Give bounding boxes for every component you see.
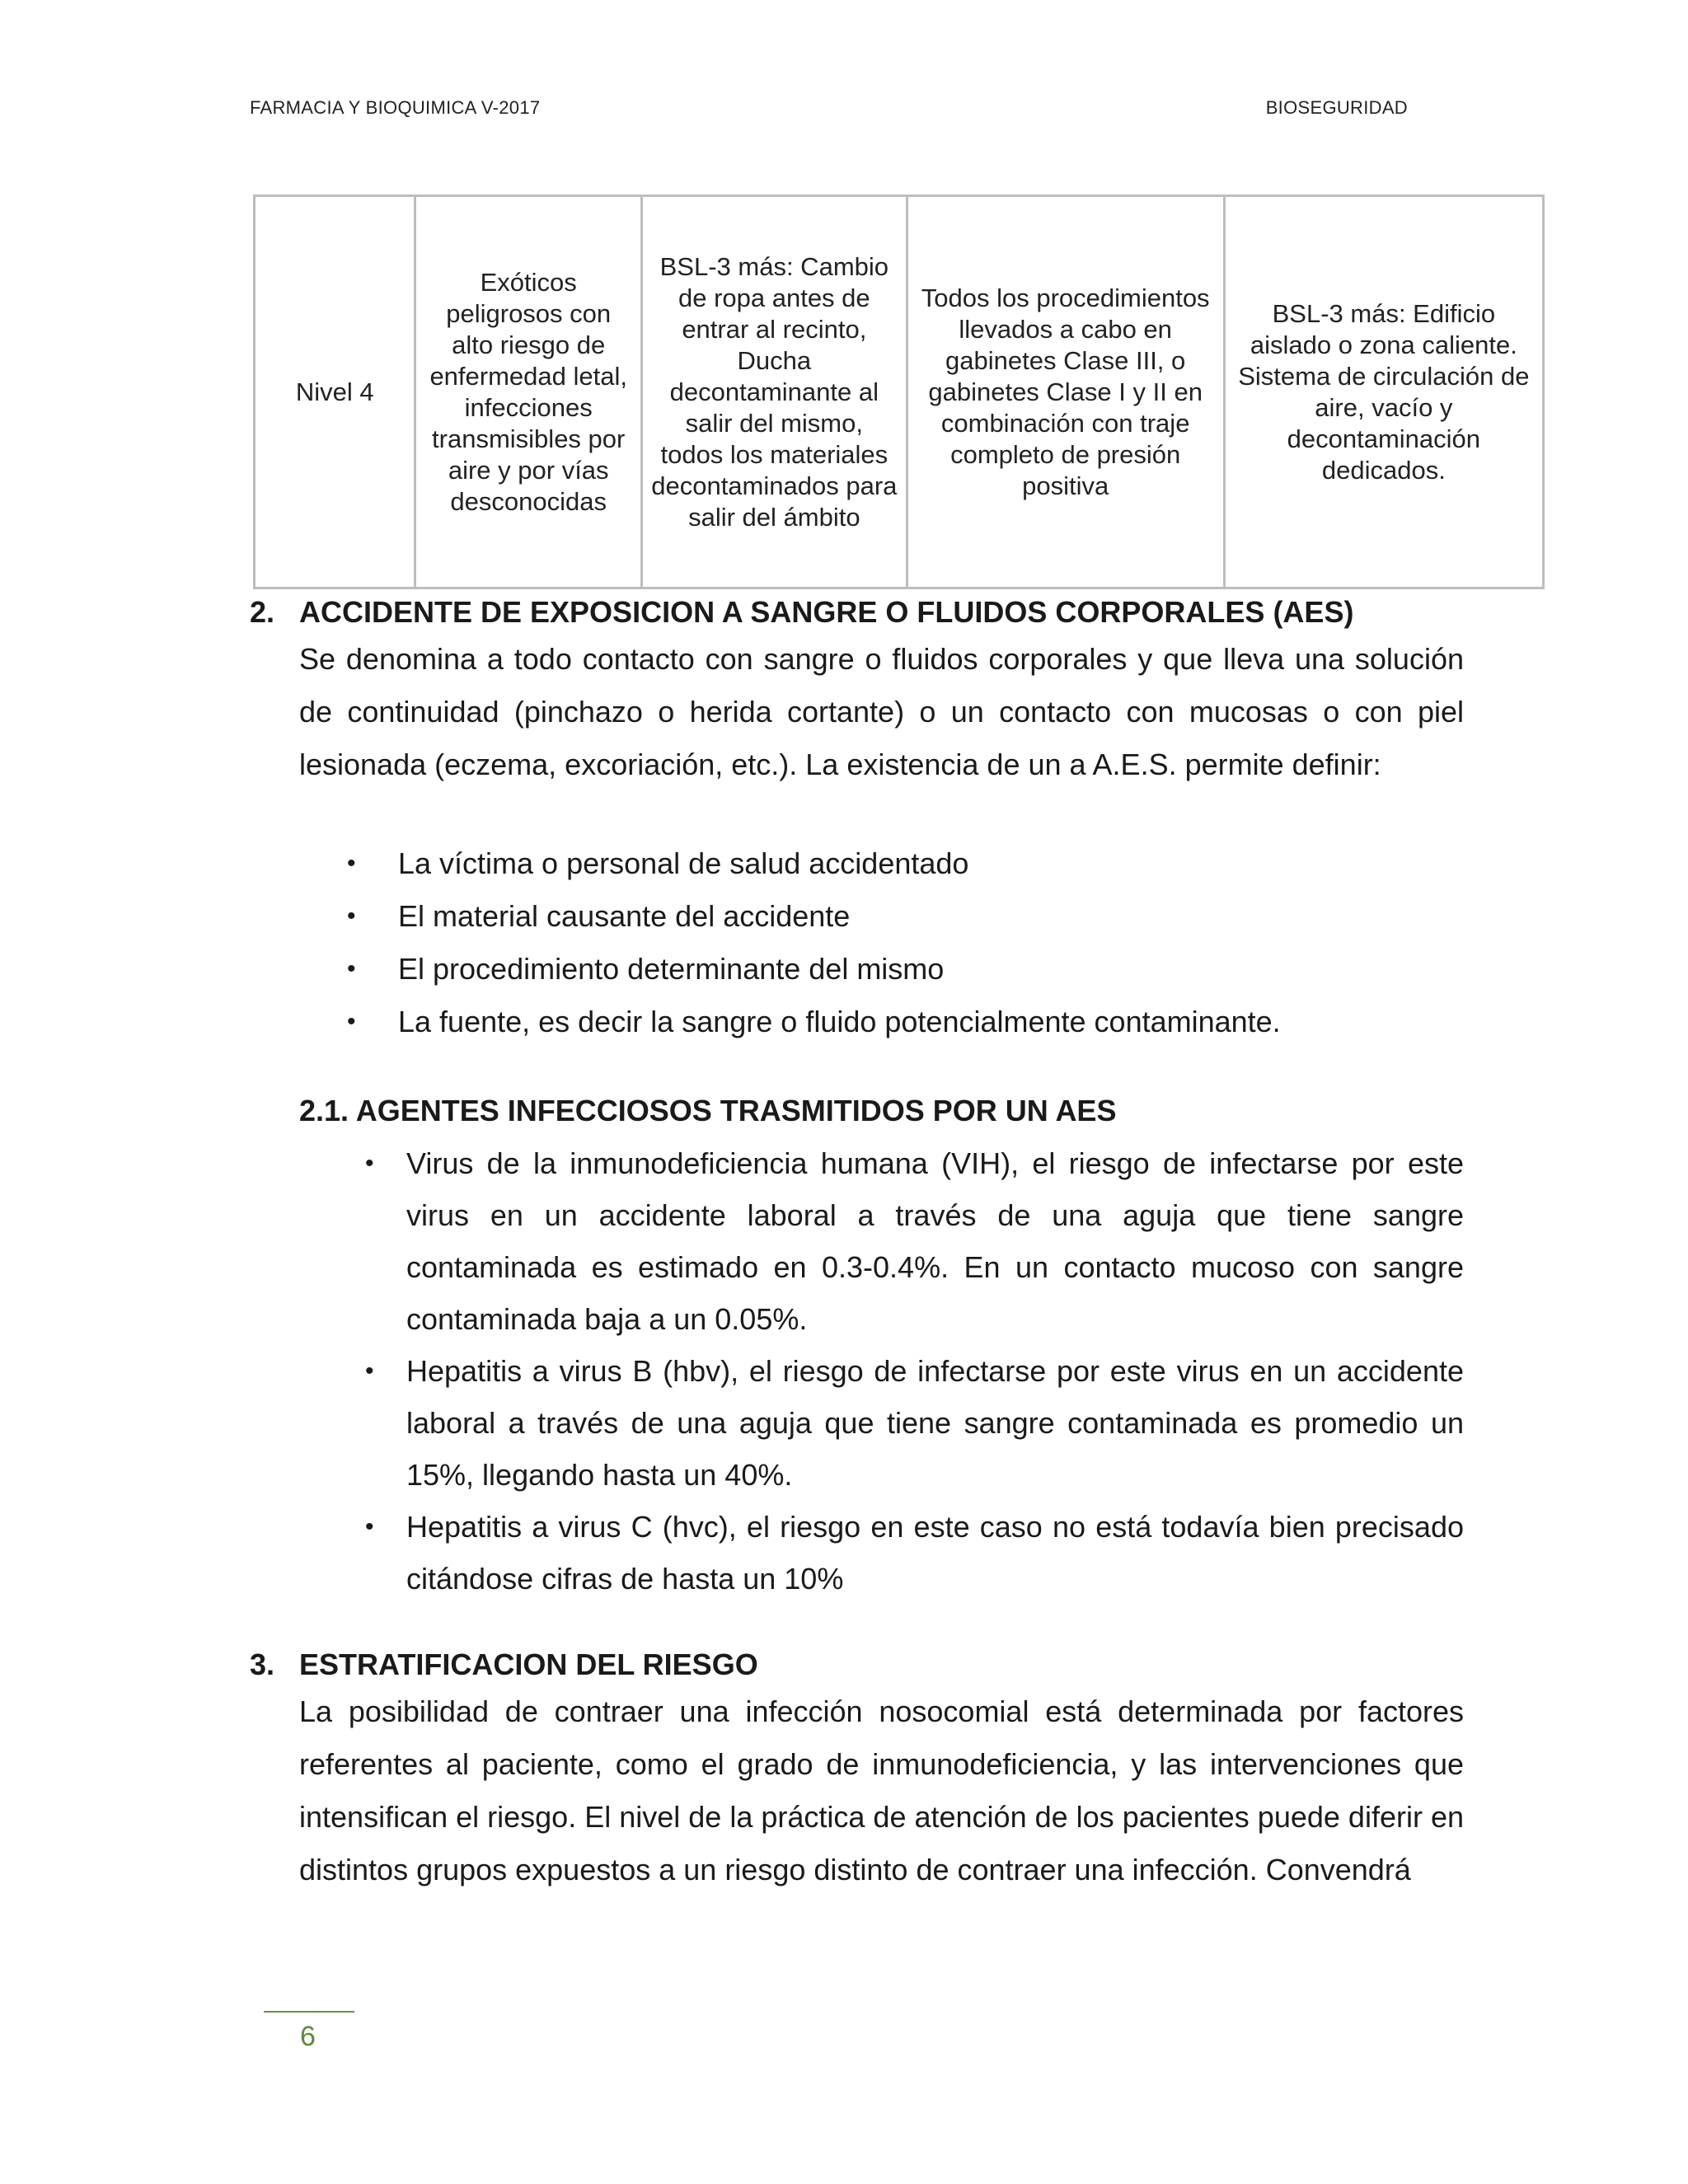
biosafety-level-table (253, 194, 1545, 589)
bullet-icon: • (347, 850, 356, 877)
section-number: 3. (250, 1647, 275, 1681)
table-row (255, 196, 1544, 588)
infectious-agents-list (250, 1137, 1465, 1605)
header-subject: BIOSEGURIDAD (1265, 97, 1408, 118)
section-paragraph: La posibilidad de contraer una infección nosocomial está determinada por factores referentes al paciente, como el grado de inmunodeficiencia, y las intervenciones que intensifican el riesgo. El nivel de la práctica de atención de los pacientes puede diferir en distintos grupos expuestos a un riesgo distinto de contraer una infección. Convendrá (299, 1694, 1464, 1886)
section-paragraph: Se denomina a todo contacto con sangre o fluidos corporales y que lleva una solución de continuidad (pinchazo o herida cortante) o un contacto con mucosas o con piel lesionada (eczema, excoriación, etc.). La existencia de un a A.E.S. permite definir: (299, 642, 1464, 781)
list-item: • El procedimiento determinante del mismo (250, 943, 1465, 996)
section-heading-risk (250, 1644, 1465, 1685)
list-item: • Hepatitis a virus C (hvc), el riesgo en este caso no está todavía bien precisado citándose cifras de hasta un 10% (406, 1501, 1464, 1605)
bullet-icon: • (365, 1150, 374, 1177)
table-cell-agents: Exóticos peligrosos con alto riesgo de enfermedad letal, infecciones transmisibles por aire y por vías desconocidas (415, 196, 642, 588)
header-course: FARMACIA Y BIOQUIMICA V-2017 (250, 97, 541, 118)
list-item: • La fuente, es decir la sangre o fluido potencialmente contaminante. (250, 996, 1465, 1048)
list-item: • Hepatitis a virus B (hbv), el riesgo de infectarse por este virus en un accidente laboral a través de una aguja que tiene sangre contaminada es promedio un 15%, llegando hasta un 40%. (406, 1345, 1464, 1501)
bullet-icon: • (347, 1008, 356, 1035)
table-cell-equipment: Todos los procedimientos llevados a cabo en gabinetes Clase III, o gabinetes Clase I y II en combinación con traje completo de presión positiva (907, 196, 1224, 588)
bullet-icon: • (365, 1513, 374, 1540)
table-cell-facilities: BSL-3 más: Edificio aislado o zona caliente. Sistema de circulación de aire, vacío y decontaminación dedicados. (1224, 196, 1543, 588)
bullet-icon: • (365, 1357, 374, 1385)
subsection-heading-agents: 2.1. AGENTES INFECCIOSOS TRASMITIDOS POR UN AES (299, 1094, 1117, 1127)
page-number: 6 (300, 2021, 316, 2052)
aes-definition-list (250, 837, 1465, 1048)
list-item: • El material causante del accidente (250, 890, 1465, 943)
section-title: ESTRATIFICACION DEL RIESGO (299, 1647, 758, 1681)
table-cell-practices: BSL-3 más: Cambio de ropa antes de entrar al recinto, Ducha decontaminante al salir del mismo, todos los materiales decontaminados para salir del ámbito (642, 196, 907, 588)
list-item: • Virus de la inmunodeficiencia humana (VIH), el riesgo de infectarse por este virus en un accidente laboral a través de una aguja que tiene sangre contaminada es estimado en 0.3-0.4%. En un contacto mucoso con sangre contaminada baja a un 0.05%. (406, 1137, 1464, 1345)
bullet-icon: • (347, 955, 356, 982)
bullet-icon: • (347, 902, 356, 930)
section-heading-aes (250, 592, 1465, 633)
section-title: ACCIDENTE DE EXPOSICION A SANGRE O FLUIDOS CORPORALES (AES) (299, 595, 1354, 629)
list-item: • La víctima o personal de salud accidentado (250, 837, 1465, 890)
document-body (250, 592, 1465, 1896)
footer-rule (264, 2011, 354, 2013)
table-cell-level: Nivel 4 (255, 196, 415, 588)
section-number: 2. (250, 595, 275, 629)
